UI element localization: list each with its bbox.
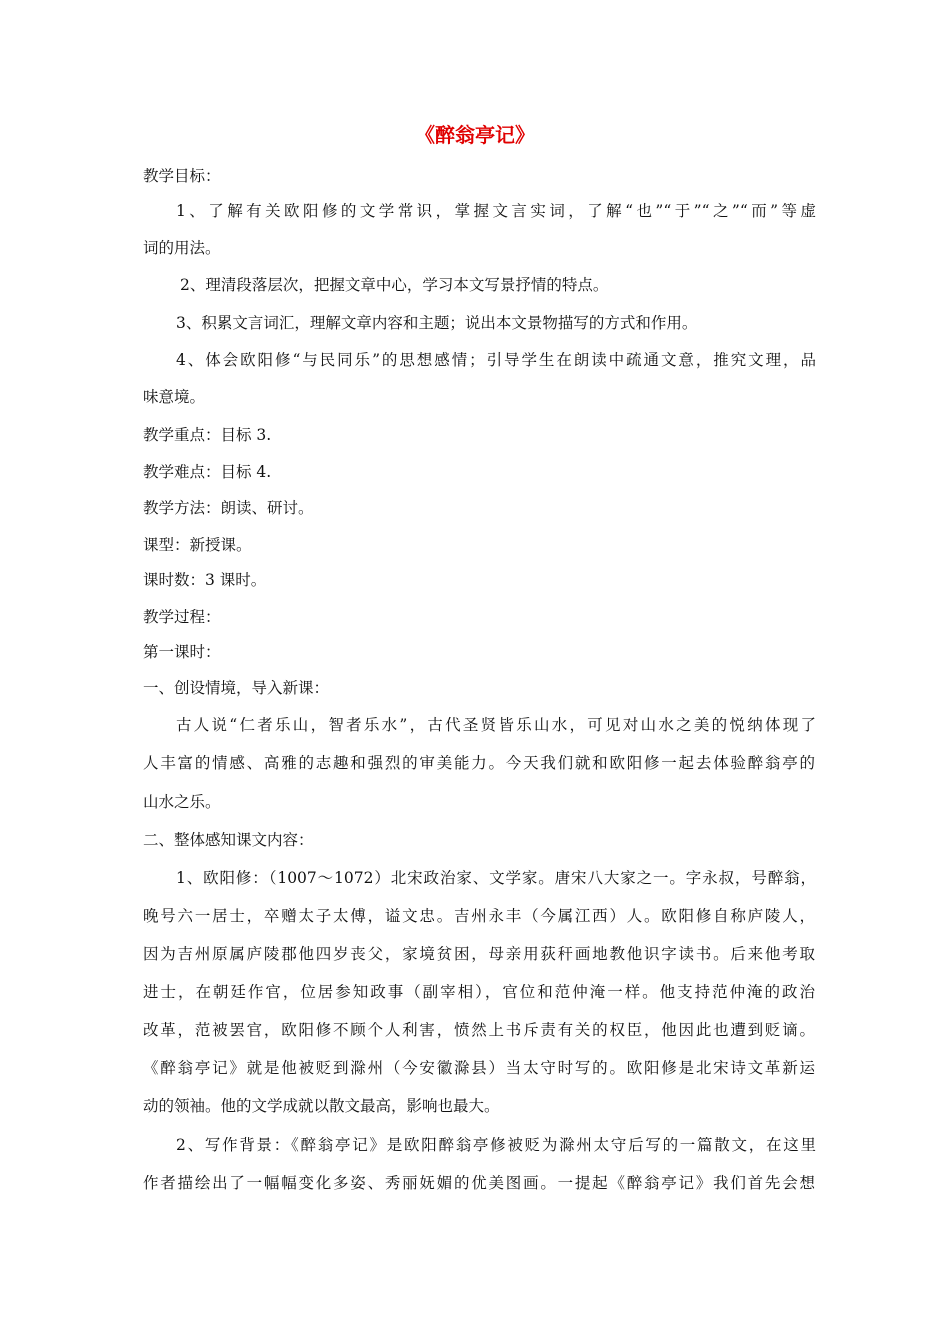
lesson-type: 课型：新授课。	[143, 536, 252, 554]
objective-4-line-2: 味意境。	[143, 388, 206, 406]
intro-para-line-3: 山水之乐。	[143, 793, 221, 811]
background-para-line-1: 2、写作背景：《醉翁亭记》是欧阳醉翁亭修被贬为滁州太守后写的一篇散文，在这里	[176, 1136, 816, 1154]
teaching-method: 教学方法：朗读、研讨。	[143, 499, 314, 517]
objective-2: 2、理清段落层次，把握文章中心，学习本文写景抒情的特点。	[180, 276, 609, 294]
document-title: 《醉翁亭记》	[415, 123, 535, 147]
intro-para-line-2: 人丰富的情感、高雅的志趣和强烈的审美能力。今天我们就和欧阳修一起去体验醉翁亭的	[143, 754, 815, 772]
heading-objectives: 教学目标：	[143, 167, 221, 185]
heading-first-lesson: 第一课时：	[143, 643, 221, 661]
objective-3: 3、积累文言词汇，理解文章内容和主题；说出本文景物描写的方式和作用。	[176, 314, 698, 332]
author-para-line-3: 因为吉州原属庐陵郡他四岁丧父，家境贫困，母亲用荻秆画地教他识字读书。后来他考取	[143, 945, 815, 963]
section-two-heading: 二、整体感知课文内容：	[143, 831, 314, 849]
author-para-line-7: 动的领袖。他的文学成就以散文最高，影响也最大。	[143, 1097, 500, 1115]
objective-1-line-1: 1、了解有关欧阳修的文学常识，掌握文言实词，了解“也”“于”“之”“而”等虚	[176, 202, 816, 220]
objective-1-line-2: 词的用法。	[143, 239, 221, 257]
lesson-hours: 课时数：3 课时。	[143, 571, 267, 589]
difficult-point: 教学难点：目标 4.	[143, 463, 272, 481]
author-para-line-5: 改革，范被罢官，欧阳修不顾个人利害，愤然上书斥责有关的权臣，他因此也遭到贬谪。	[143, 1021, 815, 1039]
section-one-heading: 一、创设情境，导入新课：	[143, 679, 330, 697]
author-para-line-6: 《醉翁亭记》就是他被贬到滁州（今安徽滁县）当太守时写的。欧阳修是北宋诗文革新运	[143, 1059, 815, 1077]
heading-process: 教学过程：	[143, 608, 221, 626]
key-point: 教学重点：目标 3.	[143, 426, 272, 444]
author-para-line-4: 进士，在朝廷作官，位居参知政事（副宰相），官位和范仲淹一样。他支持范仲淹的政治	[143, 983, 815, 1001]
author-para-line-1: 1、欧阳修：（1007～1072）北宋政治家、文学家。唐宋八大家之一。字永叔，号醉翁，	[176, 869, 816, 887]
objective-4-line-1: 4、体会欧阳修“与民同乐”的思想感情；引导学生在朗读中疏通文意，推究文理，品	[176, 351, 816, 369]
background-para-line-2: 作者描绘出了一幅幅变化多姿、秀丽妩媚的优美图画。一提起《醉翁亭记》我们首先会想	[143, 1174, 815, 1192]
author-para-line-2: 晚号六一居士，卒赠太子太傅，谥文忠。吉州永丰（今属江西）人。欧阳修自称庐陵人，	[143, 907, 815, 925]
intro-para-line-1: 古人说“仁者乐山，智者乐水”，古代圣贤皆乐山水，可见对山水之美的悦纳体现了	[176, 716, 816, 734]
